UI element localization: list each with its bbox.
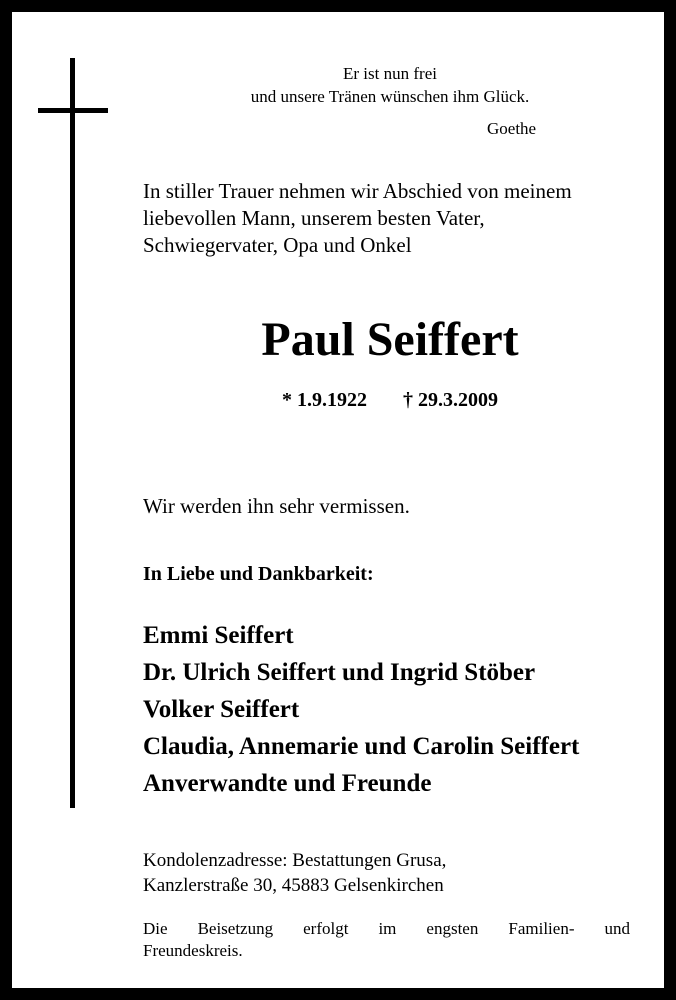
quote-author: Goethe [487,119,537,138]
funeral-notice [143,918,630,962]
funeral-line-1: Die Beisetzung erfolgt im engsten Familien- und [143,919,630,938]
survivor-name: Claudia, Annemarie und Carolin Seiffert [143,733,580,760]
survivors-list [143,617,663,802]
survivor-name: Emmi Seiffert [143,622,294,649]
intro-line-3: Schwiegervater, Opa und Onkel [143,233,412,257]
condolence-address [143,848,446,898]
funeral-line-2: Freundeskreis. [143,941,243,960]
quote-line-1: Er ist nun frei [343,64,437,83]
address-line-2: Kanzlerstraße 30, 45883 Gelsenkirchen [143,875,444,896]
birth-date: * 1.9.1922 [282,389,367,411]
cross-icon-crossbar [38,108,108,113]
deceased-name: Paul Seiffert [261,313,519,366]
death-date: † 29.3.2009 [403,389,498,411]
quote-line-2: und unsere Tränen wünschen ihm Glück. [250,87,530,106]
survivor-name: Anverwandte und Freunde [143,770,432,797]
address-line-1: Kondolenzadresse: Bestattungen Grusa, [143,850,447,871]
farewell-message: Wir werden ihn sehr vermissen. [143,494,410,518]
intro-line-2: liebevollen Mann, unserem besten Vater, [143,206,485,230]
goethe-quote [110,62,670,108]
life-dates [140,389,640,412]
survivor-name: Dr. Ulrich Seiffert und Ingrid Stöber [143,659,536,686]
closing-line: In Liebe und Dankbarkeit: [143,563,374,585]
intro-text [143,178,653,259]
intro-line-1: In stiller Trauer nehmen wir Abschied von meinem [143,179,572,203]
cross-icon [70,58,75,808]
survivor-name: Volker Seiffert [143,696,300,723]
